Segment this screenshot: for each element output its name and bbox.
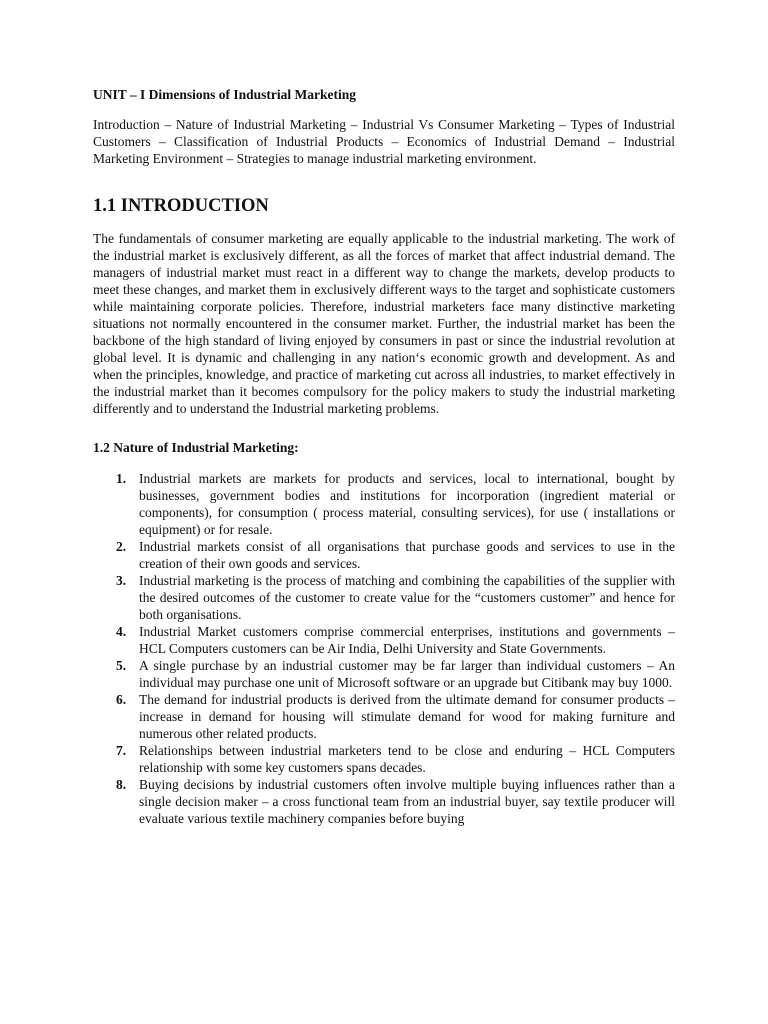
nature-list [93, 470, 675, 827]
list-item-number: 8. [116, 777, 127, 792]
list-item-text: Industrial markets consist of all organisations that purchase goods and services to use in the creation of their own goods and services. [139, 539, 675, 571]
list-item-number: 5. [116, 658, 127, 673]
document-page [93, 86, 675, 827]
list-item [93, 623, 675, 657]
list-item-number: 6. [116, 692, 127, 707]
list-item [93, 776, 675, 827]
list-item-number: 7. [116, 743, 127, 758]
list-item [93, 572, 675, 623]
list-item-text: A single purchase by an industrial customer may be far larger than individual customers – An individual may purchase one unit of Microsoft software or an upgrade but Citibank may buy 1000. [139, 658, 675, 690]
list-item [93, 657, 675, 691]
list-item-text: Industrial Market customers comprise commercial enterprises, institutions and governments – HCL Computers customers can be Air India, Delhi University and State Governments. [139, 624, 675, 656]
list-item-number: 1. [116, 471, 127, 486]
list-item-number: 2. [116, 539, 127, 554]
list-item-text: Industrial markets are markets for products and services, local to international, bought by businesses, government bodies and institutions for incorporation (ingredient material or components), for consumption ( process material, consulting services), for use ( installations or equipment) or for resale. [139, 471, 675, 537]
syllabus-paragraph: Introduction – Nature of Industrial Marketing – Industrial Vs Consumer Marketing – Types of Industrial Customers – Classification of Industrial Products – Economics of Industrial Demand – Industrial Marketing Environment – Strategies to manage industrial marketing environment. [93, 117, 675, 166]
list-item-text: The demand for industrial products is derived from the ultimate demand for consumer products – increase in demand for housing will stimulate demand for wood for making furniture and numerous other related products. [139, 692, 675, 741]
list-item-text: Buying decisions by industrial customers often involve multiple buying influences rather than a single decision maker – a cross functional team from an industrial buyer, say textile producer will evaluate various textile machinery companies before buying [139, 777, 675, 826]
introduction-heading: 1.1 INTRODUCTION [93, 196, 269, 216]
list-item-number: 4. [116, 624, 127, 639]
list-item [93, 742, 675, 776]
list-item-text: Relationships between industrial marketers tend to be close and enduring – HCL Computers relationship with some key customers spans decades. [139, 743, 675, 775]
list-item-number: 3. [116, 573, 127, 588]
list-item-text: Industrial marketing is the process of matching and combining the capabilities of the supplier with the desired outcomes of the customer to create value for the “customers customer” and hence for both organisations. [139, 573, 675, 622]
list-item [93, 538, 675, 572]
list-item [93, 470, 675, 538]
nature-heading: 1.2 Nature of Industrial Marketing: [93, 440, 299, 455]
list-item [93, 691, 675, 742]
introduction-paragraph: The fundamentals of consumer marketing are equally applicable to the industrial marketing. The work of the industrial market is exclusively different, as all the forces of market that affect industrial demand. The managers of industrial market must react in a different way to change the markets, develop products to meet these changes, and market them in exclusively different ways to the target and sophisticate customers while maintaining corporate policies. Therefore, industrial marketers face many distinctive marketing situations not normally encountered in the consumer market. Further, the industrial market has been the backbone of the high standard of living enjoyed by consumers in past or since the industrial revolution at global level. It is dynamic and challenging in any nation‘s economic growth and development. As and when the principles, knowledge, and practice of marketing cut across all industries, to market effectively in the industrial market than it becomes compulsory for the policy makers to study the industrial marketing differently and to understand the Industrial marketing problems. [93, 231, 675, 416]
unit-title: UNIT – I Dimensions of Industrial Marketing [93, 87, 357, 102]
